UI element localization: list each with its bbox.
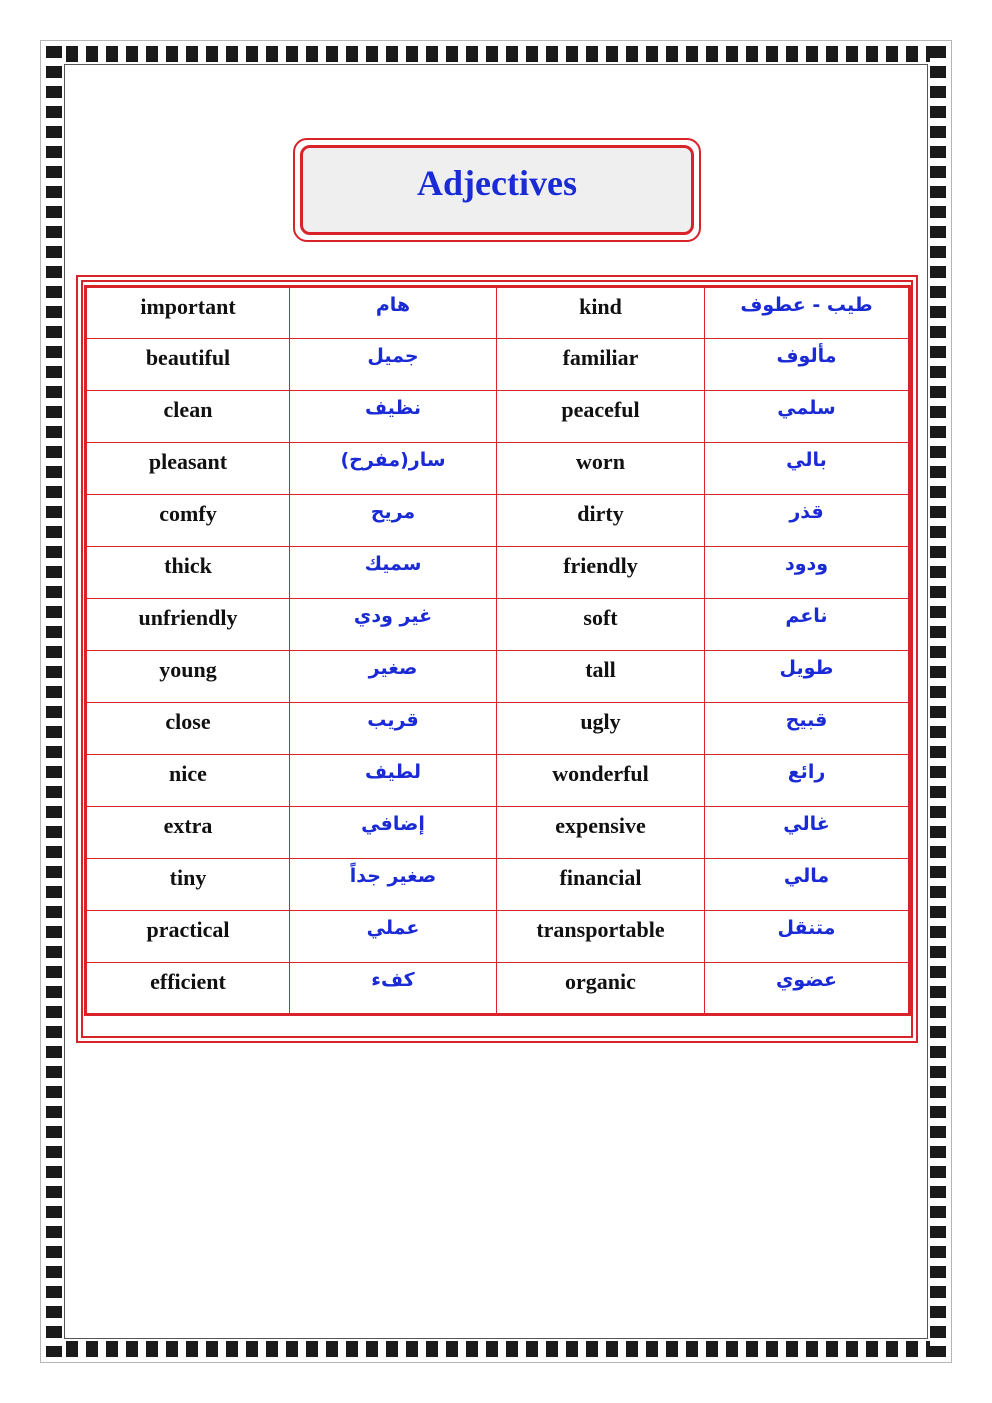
- table-cell: [705, 859, 910, 911]
- english-word: beautiful: [145, 345, 231, 370]
- arabic-translation: طيب - عطوف: [740, 294, 873, 316]
- table-row: [86, 339, 910, 391]
- table-cell: [705, 443, 910, 495]
- arabic-translation: غير ودي: [353, 605, 433, 627]
- vocab-table: [84, 285, 911, 1016]
- table-cell: [86, 963, 290, 1015]
- table-cell: [705, 651, 910, 703]
- table-row: [86, 755, 910, 807]
- english-word: friendly: [563, 553, 638, 578]
- english-word: nice: [169, 761, 207, 786]
- table-cell: [497, 859, 705, 911]
- english-word: wonderful: [552, 761, 649, 786]
- table-row: [86, 287, 910, 339]
- english-word: tall: [585, 657, 616, 682]
- table-row: [86, 391, 910, 443]
- arabic-translation: صغير: [368, 657, 418, 679]
- english-word: thick: [164, 553, 212, 578]
- english-word: efficient: [150, 969, 226, 994]
- table-cell: [497, 599, 705, 651]
- table-cell: [86, 391, 290, 443]
- english-word: clean: [163, 397, 213, 422]
- table-row: [86, 547, 910, 599]
- table-cell: [705, 963, 910, 1015]
- english-word: comfy: [159, 501, 217, 526]
- table-cell: [290, 443, 497, 495]
- table-cell: [86, 599, 290, 651]
- table-cell: [86, 287, 290, 339]
- table-cell: [705, 599, 910, 651]
- table-cell: [290, 391, 497, 443]
- table-row: [86, 443, 910, 495]
- arabic-translation: بالي: [786, 449, 827, 471]
- table-cell: [705, 807, 910, 859]
- arabic-translation: لطيف: [364, 761, 422, 783]
- arabic-translation: غالي: [783, 813, 830, 835]
- table-cell: [86, 547, 290, 599]
- table-row: [86, 859, 910, 911]
- table-cell: [705, 339, 910, 391]
- arabic-translation: مألوف: [776, 345, 837, 367]
- arabic-translation: إضافي: [361, 813, 425, 835]
- arabic-translation: رائع: [787, 761, 826, 783]
- table-cell: [86, 807, 290, 859]
- english-word: expensive: [555, 813, 646, 838]
- table-row: [86, 703, 910, 755]
- checkered-border-right: [930, 46, 946, 1357]
- table-cell: [497, 911, 705, 963]
- table-cell: [86, 339, 290, 391]
- english-word: peaceful: [561, 397, 640, 422]
- arabic-translation: صغير جداً: [349, 865, 437, 887]
- table-cell: [705, 547, 910, 599]
- arabic-translation: كفء: [371, 969, 415, 991]
- checkered-border-bottom: [46, 1341, 946, 1357]
- table-cell: [290, 703, 497, 755]
- arabic-translation: سلمي: [777, 397, 836, 419]
- english-word: familiar: [562, 345, 639, 370]
- english-word: unfriendly: [138, 605, 238, 630]
- arabic-translation: ناعم: [785, 605, 828, 627]
- table-cell: [497, 755, 705, 807]
- table-cell: [497, 651, 705, 703]
- table-cell: [86, 755, 290, 807]
- table-cell: [705, 287, 910, 339]
- arabic-translation: ودود: [784, 553, 829, 575]
- table-row: [86, 911, 910, 963]
- arabic-translation: قبيح: [785, 709, 828, 731]
- english-word: extra: [163, 813, 213, 838]
- arabic-translation: متنقل: [777, 917, 836, 939]
- table-cell: [290, 807, 497, 859]
- vocab-table-body: [86, 287, 910, 1015]
- table-cell: [290, 287, 497, 339]
- arabic-translation: طويل: [779, 657, 834, 679]
- table-cell: [497, 391, 705, 443]
- english-word: dirty: [577, 501, 624, 526]
- english-word: important: [140, 294, 236, 319]
- table-cell: [705, 703, 910, 755]
- table-cell: [86, 495, 290, 547]
- table-row: [86, 495, 910, 547]
- english-word: transportable: [536, 917, 665, 942]
- table-cell: [497, 547, 705, 599]
- checkered-border-top: [46, 46, 946, 62]
- arabic-translation: مريح: [370, 501, 416, 523]
- table-cell: [290, 963, 497, 1015]
- table-cell: [705, 911, 910, 963]
- english-word: practical: [146, 917, 230, 942]
- table-cell: [497, 287, 705, 339]
- english-word: soft: [583, 605, 618, 630]
- table-cell: [290, 911, 497, 963]
- table-cell: [290, 599, 497, 651]
- title-box: [293, 138, 701, 242]
- arabic-translation: عضوي: [775, 969, 838, 991]
- table-cell: [705, 755, 910, 807]
- english-word: tiny: [169, 865, 207, 890]
- table-cell: [290, 495, 497, 547]
- table-cell: [290, 651, 497, 703]
- table-cell: [86, 651, 290, 703]
- arabic-translation: سار(مفرح): [340, 449, 446, 471]
- table-cell: [497, 807, 705, 859]
- table-row: [86, 651, 910, 703]
- english-word: worn: [576, 449, 625, 474]
- table-row: [86, 599, 910, 651]
- english-word: young: [159, 657, 217, 682]
- english-word: financial: [559, 865, 642, 890]
- english-word: kind: [579, 294, 622, 319]
- table-cell: [497, 443, 705, 495]
- title-box-inner: [300, 145, 694, 235]
- table-cell: [86, 443, 290, 495]
- table-row: [86, 807, 910, 859]
- table-cell: [705, 495, 910, 547]
- page-title: Adjectives: [417, 163, 577, 203]
- table-cell: [290, 859, 497, 911]
- table-cell: [705, 391, 910, 443]
- arabic-translation: سميك: [364, 553, 422, 575]
- table-cell: [290, 339, 497, 391]
- table-cell: [497, 339, 705, 391]
- checkered-border-left: [46, 46, 62, 1357]
- arabic-translation: نظيف: [364, 397, 422, 419]
- table-cell: [497, 495, 705, 547]
- english-word: organic: [565, 969, 636, 994]
- table-cell: [497, 963, 705, 1015]
- arabic-translation: عملي: [366, 917, 420, 939]
- table-cell: [86, 703, 290, 755]
- english-word: close: [165, 709, 211, 734]
- arabic-translation: قذر: [789, 501, 824, 523]
- table-cell: [86, 911, 290, 963]
- arabic-translation: قريب: [367, 709, 419, 731]
- arabic-translation: مالي: [783, 865, 830, 887]
- table-cell: [290, 547, 497, 599]
- table-row: [86, 963, 910, 1015]
- english-word: pleasant: [148, 449, 228, 474]
- english-word: ugly: [580, 709, 621, 734]
- table-cell: [290, 755, 497, 807]
- table-cell: [497, 703, 705, 755]
- arabic-translation: هام: [375, 294, 411, 316]
- table-cell: [86, 859, 290, 911]
- arabic-translation: جميل: [367, 345, 419, 367]
